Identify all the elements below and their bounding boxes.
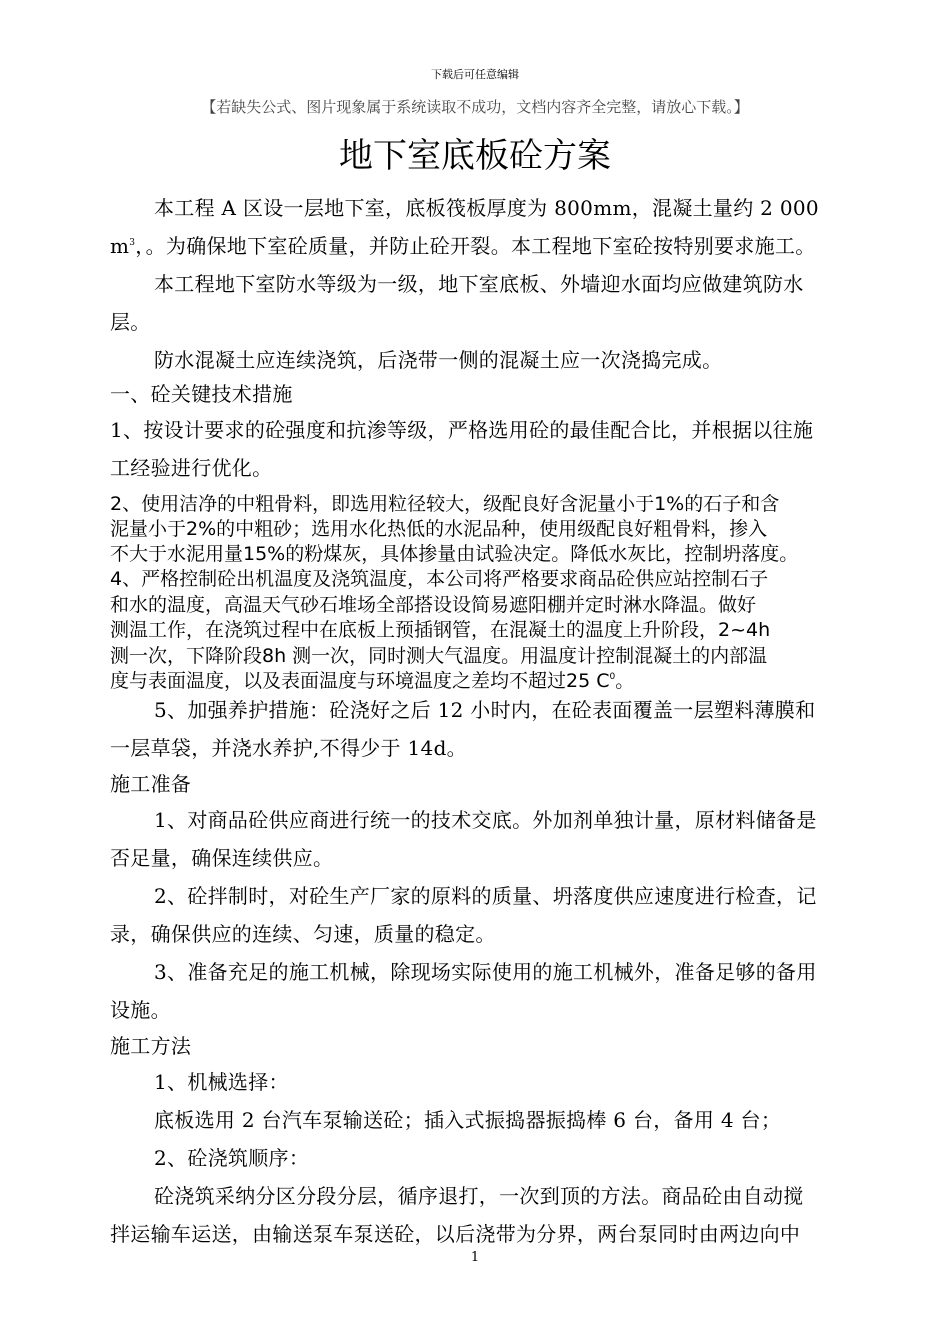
paragraph-line: 本工程 A 区设一层地下室，底板筏板厚度为 800mm，混凝土量约 2 000: [154, 196, 819, 220]
paragraph-line: 拌运输车运送，由输送泵车泵送砼，以后浇带为分界，两台泵同时由两边向中: [110, 1222, 801, 1246]
paragraph-line: 2、砼拌制时，对砼生产厂家的原料的质量、坍落度供应速度进行检查，记: [154, 884, 817, 908]
paragraph-line: 泥量小于2%的中粗砂；选用水化热低的水泥品种，使用级配良好粗骨料，掺入: [110, 518, 768, 540]
paragraph-line: 2、砼浇筑顺序：: [154, 1146, 310, 1170]
line-text: ，。为确保地下室砼质量，并防止砼开裂。本工程地下室砼按特别要求施工。: [135, 234, 816, 258]
missing-content-warning: 【若缺失公式、图片现象属于系统读取不成功，文档内容齐全完整，请放心下载。】: [201, 98, 749, 116]
header-note: 下载后可任意编辑: [431, 68, 519, 81]
line-text: 度与表面温度，以及表面温度与环境温度之差均不超过25 C: [110, 670, 610, 692]
paragraph-line: 1、按设计要求的砼强度和抗渗等级，严格选用砼的最佳配合比，并根据以往施: [110, 418, 814, 442]
paragraph-line: 本工程地下室防水等级为一级，地下室底板、外墙迎水面均应做建筑防水: [154, 272, 804, 296]
paragraph-line: 录，确保供应的连续、匀速，质量的稳定。: [110, 922, 496, 946]
section-heading: 施工准备: [110, 772, 192, 796]
paragraph-line: 工经验进行优化。: [110, 456, 273, 480]
line-text: 。: [615, 670, 635, 692]
paragraph-line: 1、对商品砼供应商进行统一的技术交底。外加剂单独计量，原材料储备是: [154, 808, 817, 832]
document-title: 地下室底板砼方案: [339, 136, 611, 176]
paragraph-line: 测温工作，在浇筑过程中在底板上预插钢管，在混凝土的温度上升阶段，2~4h: [110, 619, 771, 641]
paragraph-line: 一层草袋，并浇水养护,不得少于 14d。: [110, 736, 467, 760]
paragraph-line: 底板选用 2 台汽车泵输送砼；插入式振捣器振捣棒 6 台，备用 4 台；: [154, 1108, 782, 1132]
unit-text: m: [110, 234, 130, 258]
paragraph-line: [110, 230, 816, 259]
paragraph-line: 5、加强养护措施：砼浇好之后 12 小时内，在砼表面覆盖一层塑料薄膜和: [154, 698, 816, 722]
paragraph-line: 否足量，确保连续供应。: [110, 846, 334, 870]
page-number: 1: [470, 1250, 480, 1265]
paragraph-line: 砼浇筑采纳分区分段分层，循序退打，一次到顶的方法。商品砼由自动搅: [154, 1184, 804, 1208]
superscript: 3: [129, 238, 136, 248]
paragraph-line: 防水混凝土应连续浇筑，后浇带一侧的混凝土应一次浇捣完成。: [154, 348, 723, 372]
paragraph-line: 不大于水泥用量15%的粉煤灰，具体掺量由试验决定。降低水灰比，控制坍落度。: [110, 543, 799, 565]
paragraph-line: 4、严格控制砼出机温度及浇筑温度，本公司将严格要求商品砼供应站控制石子: [110, 568, 769, 590]
paragraph-line: 设施。: [110, 998, 171, 1022]
superscript: 0: [609, 672, 616, 682]
paragraph-line: 2、使用洁净的中粗骨料，即选用粒径较大，级配良好含泥量小于1%的石子和含: [110, 493, 780, 515]
paragraph-line: [110, 666, 634, 693]
paragraph-line: 和水的温度，高温天气砂石堆场全部搭设设简易遮阳棚并定时淋水降温。做好: [110, 594, 757, 616]
paragraph-line: 3、准备充足的施工机械，除现场实际使用的施工机械外，准备足够的备用: [154, 960, 817, 984]
paragraph-line: 层。: [110, 310, 151, 334]
paragraph-line: 1、机械选择：: [154, 1070, 289, 1094]
section-heading: 一、砼关键技术措施: [110, 382, 293, 406]
section-heading: 施工方法: [110, 1034, 192, 1058]
paragraph-line: 测一次，下降阶段8h 测一次，同时测大气温度。用温度计控制混凝土的内部温: [110, 645, 768, 667]
